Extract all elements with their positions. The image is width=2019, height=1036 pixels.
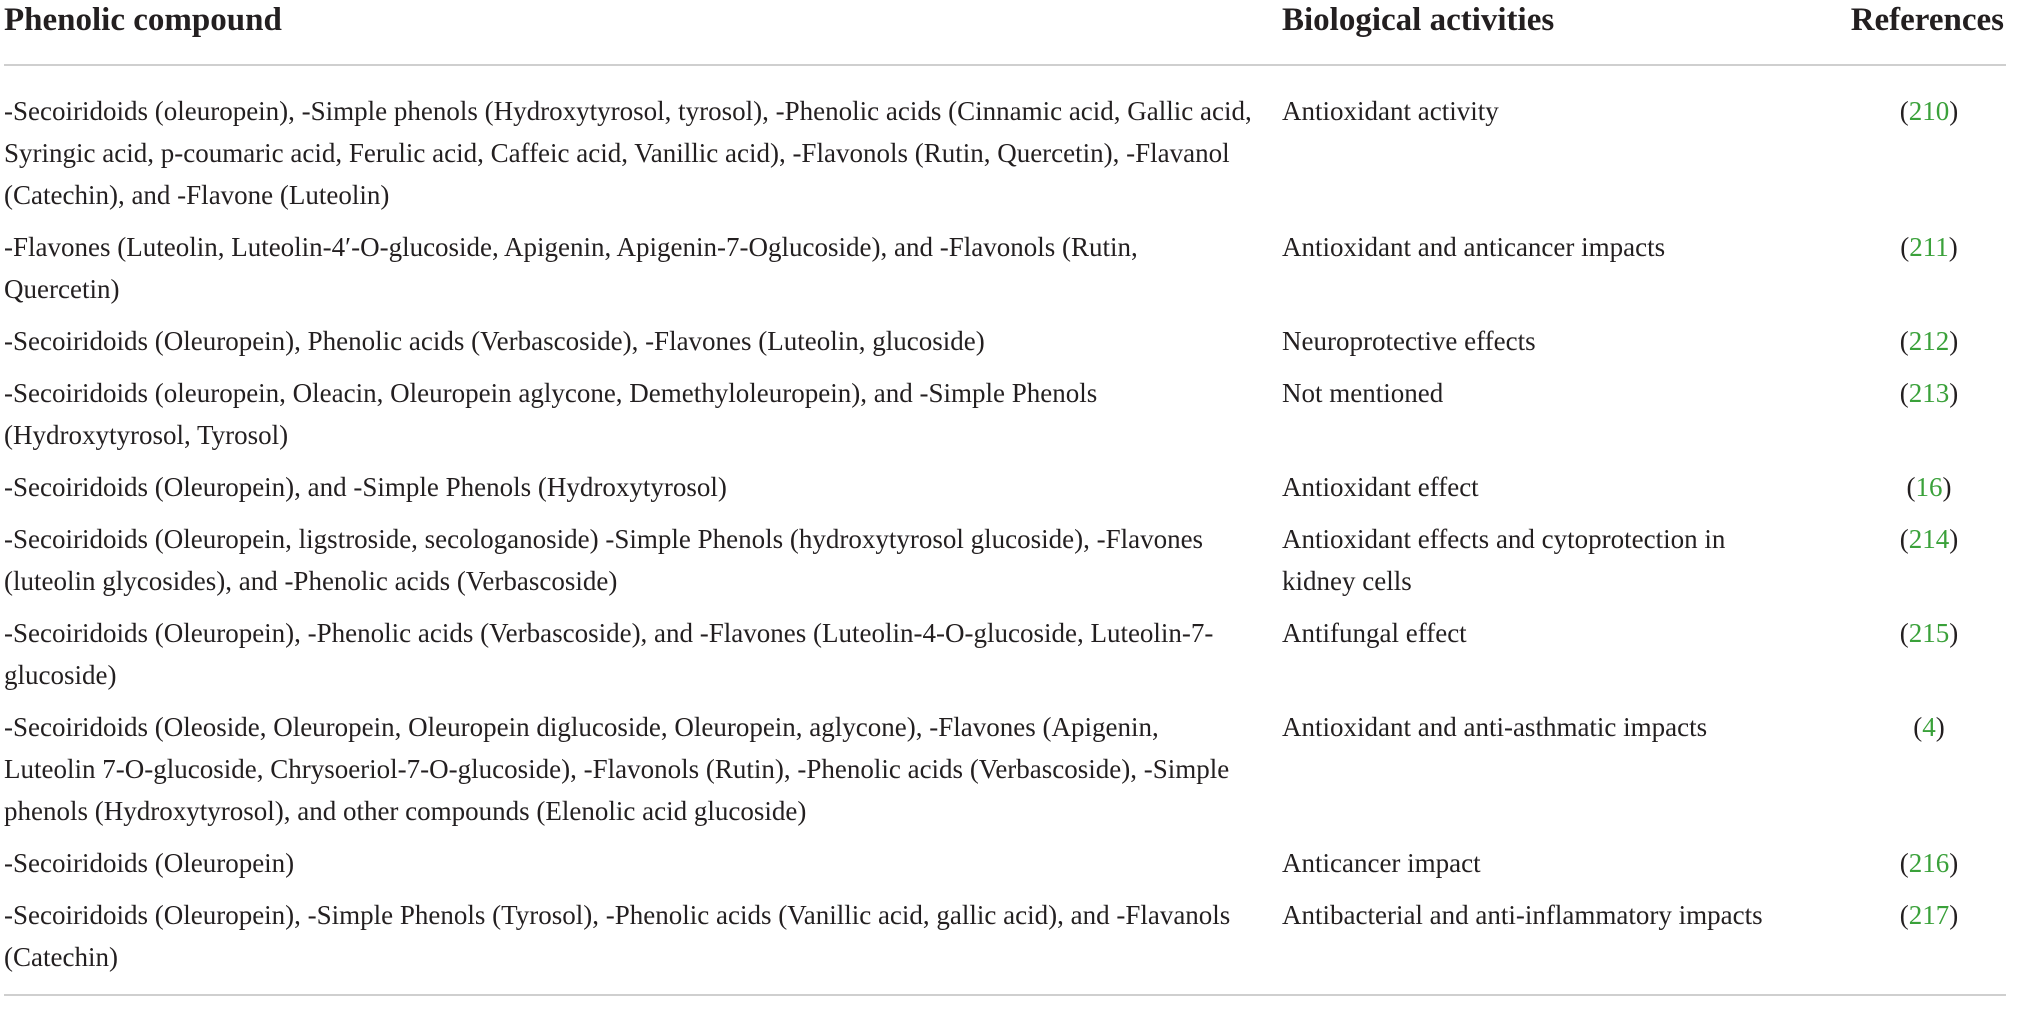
compound-cell: -Secoiridoids (oleuropein, Oleacin, Oleuropein aglycone, Demethyloleuropein), and -Simple Phenols (Hydroxytyrosol, Tyrosol) (4, 378, 1098, 450)
table-row (4, 456, 2006, 508)
compound-cell: -Secoiridoids (Oleuropein, ligstroside, secologanoside) -Simple Phenols (hydroxytyrosol glucoside), -Flavones (luteolin glycosides), and -Phenolic acids (Verbascoside) (4, 524, 1204, 596)
phenolic-compounds-table (4, 0, 2006, 996)
table-row (4, 884, 2006, 995)
header-phenolic-compound: Phenolic compound (4, 0, 1282, 65)
activity-cell: Anticancer impact (1282, 848, 1481, 878)
reference-link[interactable]: 215 (1908, 618, 1950, 648)
reference-cell (1808, 884, 2006, 995)
reference-open-paren: ( (1899, 96, 1909, 126)
reference-open-paren: ( (1899, 848, 1909, 878)
activity-cell: Antioxidant effects and cytoprotection in kidney cells (1282, 524, 1726, 596)
reference-close-paren: ) (1949, 96, 1959, 126)
table-row (4, 362, 2006, 456)
reference-open-paren: ( (1899, 326, 1909, 356)
reference-cell (1808, 362, 2006, 456)
table-row (4, 216, 2006, 310)
reference-cell (1808, 310, 2006, 362)
reference-close-paren: ) (1949, 848, 1959, 878)
reference-open-paren: ( (1899, 524, 1909, 554)
header-row (4, 0, 2006, 65)
compound-cell: -Secoiridoids (oleuropein), -Simple phenols (Hydroxytyrosol, tyrosol), -Phenolic acids (Cinnamic acid, Gallic acid, Syringic acid, p-coumaric acid, Ferulic acid, Caffeic acid, Vanillic acid), -Flavonols (Rutin, Quercetin), -Flavanol (Catechin), and -Flavone (Luteolin) (4, 96, 1252, 210)
header-references: References (1808, 0, 2006, 65)
reference-link[interactable]: 212 (1908, 326, 1950, 356)
compound-cell: -Secoiridoids (Oleoside, Oleuropein, Oleuropein diglucoside, Oleuropein, aglycone), -Flavones (Apigenin, Luteolin 7-O-glucoside, Chrysoeriol-7-O-glucoside), -Flavonols (Rutin), -Phenolic acids (Verbascoside), -Simple phenols (Hydroxytyrosol), and other compounds (Elenolic acid glucoside) (4, 712, 1230, 826)
reference-cell (1808, 456, 2006, 508)
reference-link[interactable]: 216 (1908, 848, 1950, 878)
reference-link[interactable]: 211 (1909, 232, 1949, 262)
activity-cell: Not mentioned (1282, 378, 1444, 408)
reference-close-paren: ) (1935, 712, 1945, 742)
reference-open-paren: ( (1899, 900, 1909, 930)
activity-cell: Antifungal effect (1282, 618, 1467, 648)
reference-link[interactable]: 16 (1915, 472, 1943, 502)
reference-cell (1808, 696, 2006, 832)
reference-cell (1808, 832, 2006, 884)
compound-cell: -Secoiridoids (Oleuropein), -Simple Phenols (Tyrosol), -Phenolic acids (Vanillic acid, gallic acid), and -Flavanols (Catechin) (4, 884, 1282, 995)
activity-cell: Antioxidant activity (1282, 96, 1499, 126)
activity-cell: Neuroprotective effects (1282, 326, 1536, 356)
compound-cell: -Secoiridoids (Oleuropein) (4, 848, 295, 878)
reference-cell (1808, 508, 2006, 602)
table-row (4, 310, 2006, 362)
reference-close-paren: ) (1942, 472, 1952, 502)
table-body (4, 65, 2006, 995)
reference-close-paren: ) (1949, 326, 1959, 356)
reference-link[interactable]: 214 (1908, 524, 1950, 554)
activity-cell: Antioxidant effect (1282, 472, 1479, 502)
table-row (4, 696, 2006, 832)
reference-cell (1808, 65, 2006, 216)
activity-cell: Antioxidant and anticancer impacts (1282, 232, 1666, 262)
reference-close-paren: ) (1949, 378, 1959, 408)
compound-cell: -Secoiridoids (Oleuropein), and -Simple Phenols (Hydroxytyrosol) (4, 472, 727, 502)
reference-close-paren: ) (1948, 232, 1958, 262)
reference-open-paren: ( (1900, 232, 1910, 262)
reference-link[interactable]: 210 (1908, 96, 1950, 126)
reference-close-paren: ) (1949, 524, 1959, 554)
reference-cell (1808, 602, 2006, 696)
compound-cell: -Secoiridoids (Oleuropein), Phenolic acids (Verbascoside), -Flavones (Luteolin, glucoside) (4, 326, 985, 356)
activity-cell: Antibacterial and anti-inflammatory impacts (1282, 884, 1808, 995)
reference-open-paren: ( (1899, 378, 1909, 408)
header-biological-activities: Biological activities (1282, 0, 1808, 65)
reference-link[interactable]: 213 (1908, 378, 1950, 408)
table-row (4, 832, 2006, 884)
reference-open-paren: ( (1906, 472, 1916, 502)
table-row (4, 65, 2006, 216)
reference-close-paren: ) (1949, 900, 1959, 930)
table-row (4, 602, 2006, 696)
reference-link[interactable]: 4 (1922, 712, 1936, 742)
reference-link[interactable]: 217 (1908, 900, 1950, 930)
activity-cell: Antioxidant and anti-asthmatic impacts (1282, 712, 1708, 742)
table-header (4, 0, 2006, 65)
reference-open-paren: ( (1899, 618, 1909, 648)
compound-cell: -Secoiridoids (Oleuropein), -Phenolic acids (Verbascoside), and -Flavones (Luteolin-4-O-glucoside, Luteolin-7-glucoside) (4, 618, 1214, 690)
table-row (4, 508, 2006, 602)
compound-cell: -Flavones (Luteolin, Luteolin-4′-O-glucoside, Apigenin, Apigenin-7-Oglucoside), and -Flavonols (Rutin, Quercetin) (4, 232, 1138, 304)
reference-cell (1808, 216, 2006, 310)
reference-close-paren: ) (1949, 618, 1959, 648)
reference-open-paren: ( (1913, 712, 1923, 742)
